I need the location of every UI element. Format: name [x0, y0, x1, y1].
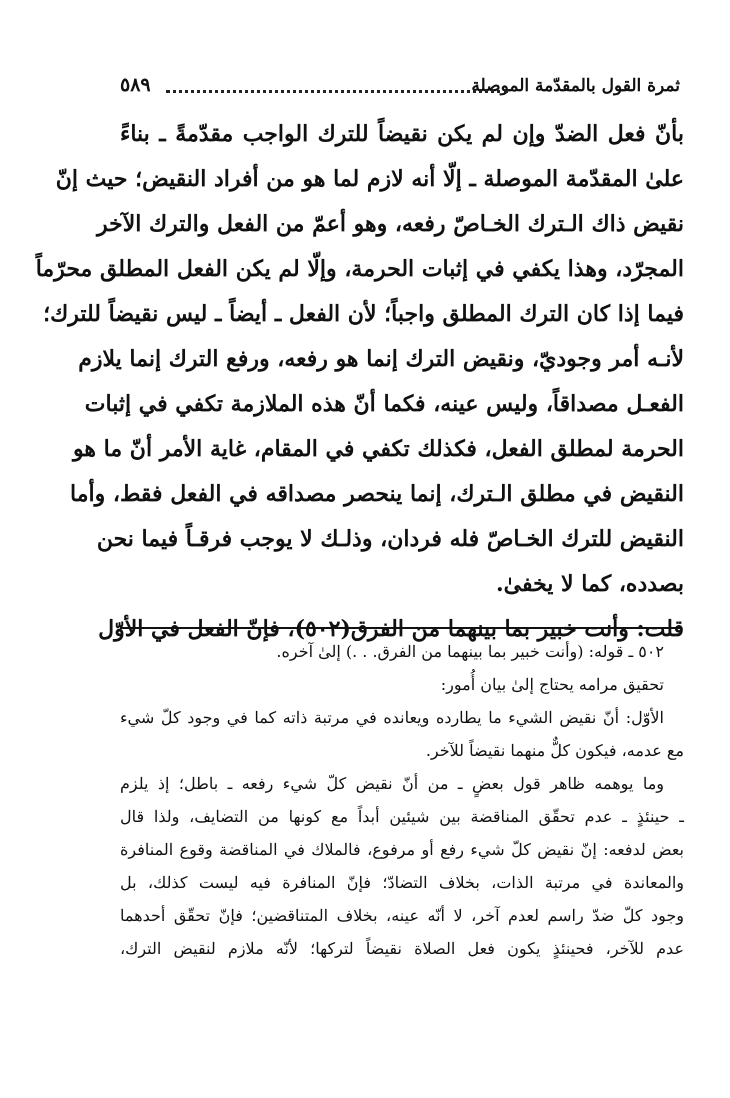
main-text	[35, 112, 684, 652]
main-text-line: بصدده، كما لا يخفىٰ.	[495, 571, 684, 597]
main-text-line: الفعـل مصداقاً، وليس عينه، فكما أنّ هذه الملازمة تكفي في إثبات	[84, 391, 684, 417]
footnote-line: تحقيق مرامه يحتاج إلىٰ بيان أُمور:	[440, 675, 664, 694]
footnote-line: عدم للآخر، فحينئذٍ يكون فعل الصلاة نقيضاً لتركها؛ لأنّه ملازم لنقيض الترك،	[120, 939, 684, 958]
header-dot-leader	[166, 78, 508, 93]
footnote-line: وما يوهمه ظاهر قول بعضٍ ـ من أنّ نقيض كلّ شيء رفعه ـ باطل؛ إذ يلزم	[120, 774, 664, 793]
footnotes	[120, 635, 684, 965]
main-text-line: فيما إذا كان الترك المطلق واجباً؛ لأن الفعل ـ أيضاً ـ ليس نقيضاً للترك؛	[43, 301, 684, 327]
main-text-line: لأنـه أمر وجوديّ، ونقيض الترك إنما هو رفعه، ورفع الترك إنما يلازم	[78, 346, 684, 372]
page-number: ٥٨٩	[120, 74, 151, 96]
main-text-line: الحرمة لمطلق الفعل، فكذلك تكفي في المقام، غاية الأمر أنّ ما هو	[73, 436, 684, 462]
main-text-line: النقيض في مطلق الـترك، إنما ينحصر مصداقه في الفعل فقط، وأما	[70, 481, 684, 507]
main-text-line: بأنّ فعل الضدّ وإن لم يكن نقيضاً للترك الواجب مقدّمةً ـ بناءً	[120, 121, 684, 147]
page-header	[120, 70, 680, 104]
footnote-line: مع عدمه، فيكون كلٌّ منهما نقيضاً للآخر.	[425, 741, 684, 760]
footnote-line: وجود كلّ ضدّ راسم لعدم آخر، لا أنّه عينه، بخلاف المتناقضين؛ فإنّ تحقّق أحدهما	[120, 906, 684, 925]
footnote-line: بعض لدفعه: إنّ نقيض كلّ شيء رفع أو مرفوع، فالملاك في المناقضة وقوع المنافرة	[120, 840, 684, 859]
footnote-line: والمعاندة في مرتبة الذات، بخلاف التضادّ؛ فإنّ المنافرة فيه ليست كذلك، بل	[120, 873, 684, 892]
main-text-line: قلت: وأنت خبير بما بينهما من الفرق(٥٠٢)، فإنّ الفعل في الأوّل	[98, 616, 684, 642]
main-text-line: نقيض ذاك الـترك الخـاصّ رفعه، وهو أعمّ من الفعل والترك الآخر	[96, 211, 684, 237]
footnote-line: الأوّل: أنّ نقيض الشيء ما يطارده ويعانده في مرتبة ذاته كما في وجود كلّ شيء	[120, 708, 664, 727]
footnote-line: ٥٠٢ ـ قوله: (وأنت خبير بما بينهما من الفرق. . .) إلىٰ آخره.	[276, 642, 664, 661]
main-text-line: المجرّد، وهذا يكفي في إثبات الحرمة، وإلّا لم يكن الفعل المطلق محرّماً	[35, 256, 684, 282]
main-text-line: علىٰ المقدّمة الموصلة ـ إلّا أنه لازم لما هو من أفراد النقيض؛ حيث إنّ	[55, 166, 684, 192]
running-title: ثمرة القول بالمقدّمة الموصلة	[471, 76, 680, 96]
footnote-separator	[120, 627, 680, 629]
footnote-line: ـ حينئذٍ ـ عدم تحقّق المناقضة بين شيئين أبداً مع كونها من التضايف، ولذا قال	[120, 807, 684, 826]
main-text-line: النقيض للترك الخـاصّ فله فردان، وذلـك لا يوجب فرقـاً فيما نحن	[96, 526, 684, 552]
